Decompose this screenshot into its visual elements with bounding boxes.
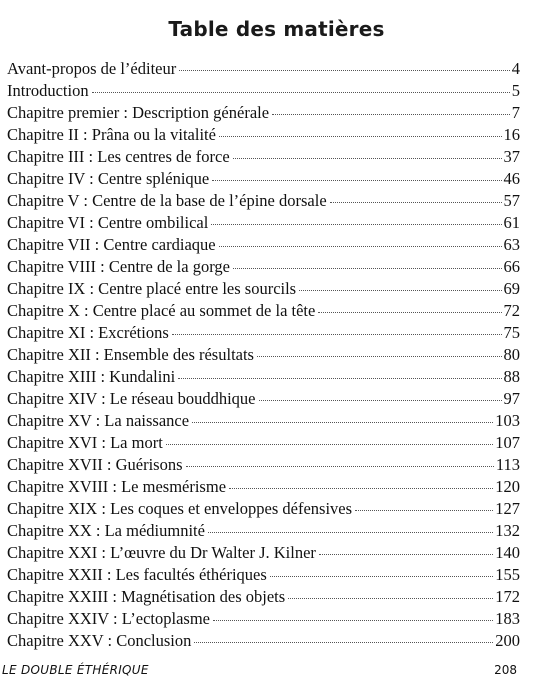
toc-entry (7, 498, 520, 520)
toc-entry-title: Chapitre VII : Centre cardiaque (7, 235, 216, 254)
toc-entry-page-number: 200 (495, 631, 520, 650)
toc-entry-title: Chapitre VI : Centre ombilical (7, 213, 209, 232)
toc-entry-title: Chapitre XXIII : Magnétisation des objets (7, 587, 286, 606)
dot-leader (211, 224, 501, 225)
dot-leader (213, 620, 493, 621)
toc-entry-page-number: 132 (495, 521, 520, 540)
toc-entry-title: Chapitre VIII : Centre de la gorge (7, 257, 230, 276)
toc-entry (7, 608, 520, 630)
toc-entry-page-number: 120 (495, 477, 520, 496)
toc-entry-title: Chapitre III : Les centres de force (7, 147, 230, 166)
toc-entry-page-number: 72 (503, 301, 520, 320)
toc-entry-page-number: 97 (503, 389, 520, 408)
toc-entry-title: Chapitre V : Centre de la base de l’épine dorsale (7, 191, 327, 210)
running-footer-page-number: 208 (494, 663, 517, 677)
toc-entry-page-number: 5 (511, 81, 520, 100)
toc-entry (7, 58, 520, 80)
toc-entry-page-number: 57 (503, 191, 520, 210)
toc-entry (7, 454, 520, 476)
toc-entry (7, 388, 520, 410)
toc-entry-page-number: 4 (511, 59, 520, 78)
toc-entry (7, 212, 520, 234)
toc-entry (7, 322, 520, 344)
toc-entry (7, 146, 520, 168)
dot-leader (229, 488, 493, 489)
toc-entry-title: Chapitre XIX : Les coques et enveloppes défensives (7, 499, 353, 518)
toc-entry-title: Avant-propos de l’éditeur (7, 59, 177, 78)
dot-leader (330, 202, 502, 203)
toc-entry-title: Chapitre XI : Excrétions (7, 323, 169, 342)
toc-entry-title: Chapitre XXI : L’œuvre du Dr Walter J. Kilner (7, 543, 316, 562)
toc-entry-page-number: 172 (495, 587, 520, 606)
dot-leader (257, 356, 502, 357)
dot-leader (272, 114, 510, 115)
toc-entry-page-number: 80 (503, 345, 520, 364)
toc-entry (7, 300, 520, 322)
toc-entry-title: Chapitre XIV : Le réseau bouddhique (7, 389, 256, 408)
page-title: Table des matières (168, 17, 385, 42)
dot-leader (299, 290, 501, 291)
toc-entry-title: Chapitre XVII : Guérisons (7, 455, 183, 474)
toc-entry-page-number: 16 (503, 125, 520, 144)
toc-entry-title: Chapitre II : Prâna ou la vitalité (7, 125, 216, 144)
toc-entry-title: Chapitre XVIII : Le mesmérisme (7, 477, 227, 496)
dot-leader (259, 400, 502, 401)
toc-entry (7, 366, 520, 388)
toc-entry (7, 586, 520, 608)
toc-entry-title: Chapitre XVI : La mort (7, 433, 163, 452)
dot-leader (318, 312, 501, 313)
toc-entry-page-number: 75 (503, 323, 520, 342)
toc-entry (7, 410, 520, 432)
dot-leader (166, 444, 493, 445)
toc-entry (7, 278, 520, 300)
dot-leader (178, 378, 501, 379)
running-footer-title: LE DOUBLE ÉTHÉRIQUE (2, 663, 149, 677)
toc-entry-page-number: 37 (503, 147, 520, 166)
table-of-contents (7, 58, 520, 652)
toc-entry (7, 542, 520, 564)
toc-entry (7, 80, 520, 102)
toc-entry-title: Chapitre IX : Centre placé entre les sourcils (7, 279, 297, 298)
toc-entry-page-number: 61 (503, 213, 520, 232)
toc-entry-title: Chapitre IV : Centre splénique (7, 169, 210, 188)
dot-leader (219, 136, 502, 137)
toc-entry-page-number: 113 (495, 455, 520, 474)
toc-entry-title: Chapitre premier : Description générale (7, 103, 270, 122)
toc-entry (7, 476, 520, 498)
toc-entry (7, 168, 520, 190)
toc-entry (7, 234, 520, 256)
toc-entry (7, 124, 520, 146)
dot-leader (355, 510, 493, 511)
toc-entry-page-number: 66 (503, 257, 520, 276)
dot-leader (192, 422, 493, 423)
toc-entry-page-number: 127 (495, 499, 520, 518)
toc-entry (7, 564, 520, 586)
dot-leader (288, 598, 493, 599)
toc-entry-page-number: 107 (495, 433, 520, 452)
dot-leader (172, 334, 502, 335)
toc-entry-title: Chapitre XXII : Les facultés éthériques (7, 565, 267, 584)
toc-entry-page-number: 7 (511, 103, 520, 122)
toc-entry-title: Introduction (7, 81, 89, 100)
toc-entry-page-number: 88 (503, 367, 520, 386)
dot-leader (233, 268, 502, 269)
toc-entry-title: Chapitre XV : La naissance (7, 411, 190, 430)
dot-leader (92, 92, 510, 93)
toc-entry (7, 432, 520, 454)
dot-leader (179, 70, 510, 71)
toc-entry (7, 102, 520, 124)
toc-entry-page-number: 183 (495, 609, 520, 628)
toc-entry-title: Chapitre XX : La médiumnité (7, 521, 205, 540)
dot-leader (186, 466, 494, 467)
dot-leader (208, 532, 493, 533)
toc-entry-title: Chapitre XXIV : L’ectoplasme (7, 609, 210, 628)
toc-entry (7, 190, 520, 212)
dot-leader (233, 158, 502, 159)
toc-entry-page-number: 140 (495, 543, 520, 562)
toc-entry-title: Chapitre XIII : Kundalini (7, 367, 176, 386)
dot-leader (219, 246, 502, 247)
toc-entry-page-number: 155 (495, 565, 520, 584)
toc-entry (7, 630, 520, 652)
toc-entry-page-number: 69 (503, 279, 520, 298)
toc-entry (7, 256, 520, 278)
toc-entry (7, 344, 520, 366)
dot-leader (194, 642, 493, 643)
toc-entry-title: Chapitre XXV : Conclusion (7, 631, 192, 650)
toc-entry-title: Chapitre XII : Ensemble des résultats (7, 345, 254, 364)
toc-entry-title: Chapitre X : Centre placé au sommet de la tête (7, 301, 316, 320)
toc-entry-page-number: 103 (495, 411, 520, 430)
dot-leader (212, 180, 501, 181)
toc-entry-page-number: 46 (503, 169, 520, 188)
toc-entry-page-number: 63 (503, 235, 520, 254)
toc-entry (7, 520, 520, 542)
dot-leader (319, 554, 493, 555)
dot-leader (270, 576, 493, 577)
